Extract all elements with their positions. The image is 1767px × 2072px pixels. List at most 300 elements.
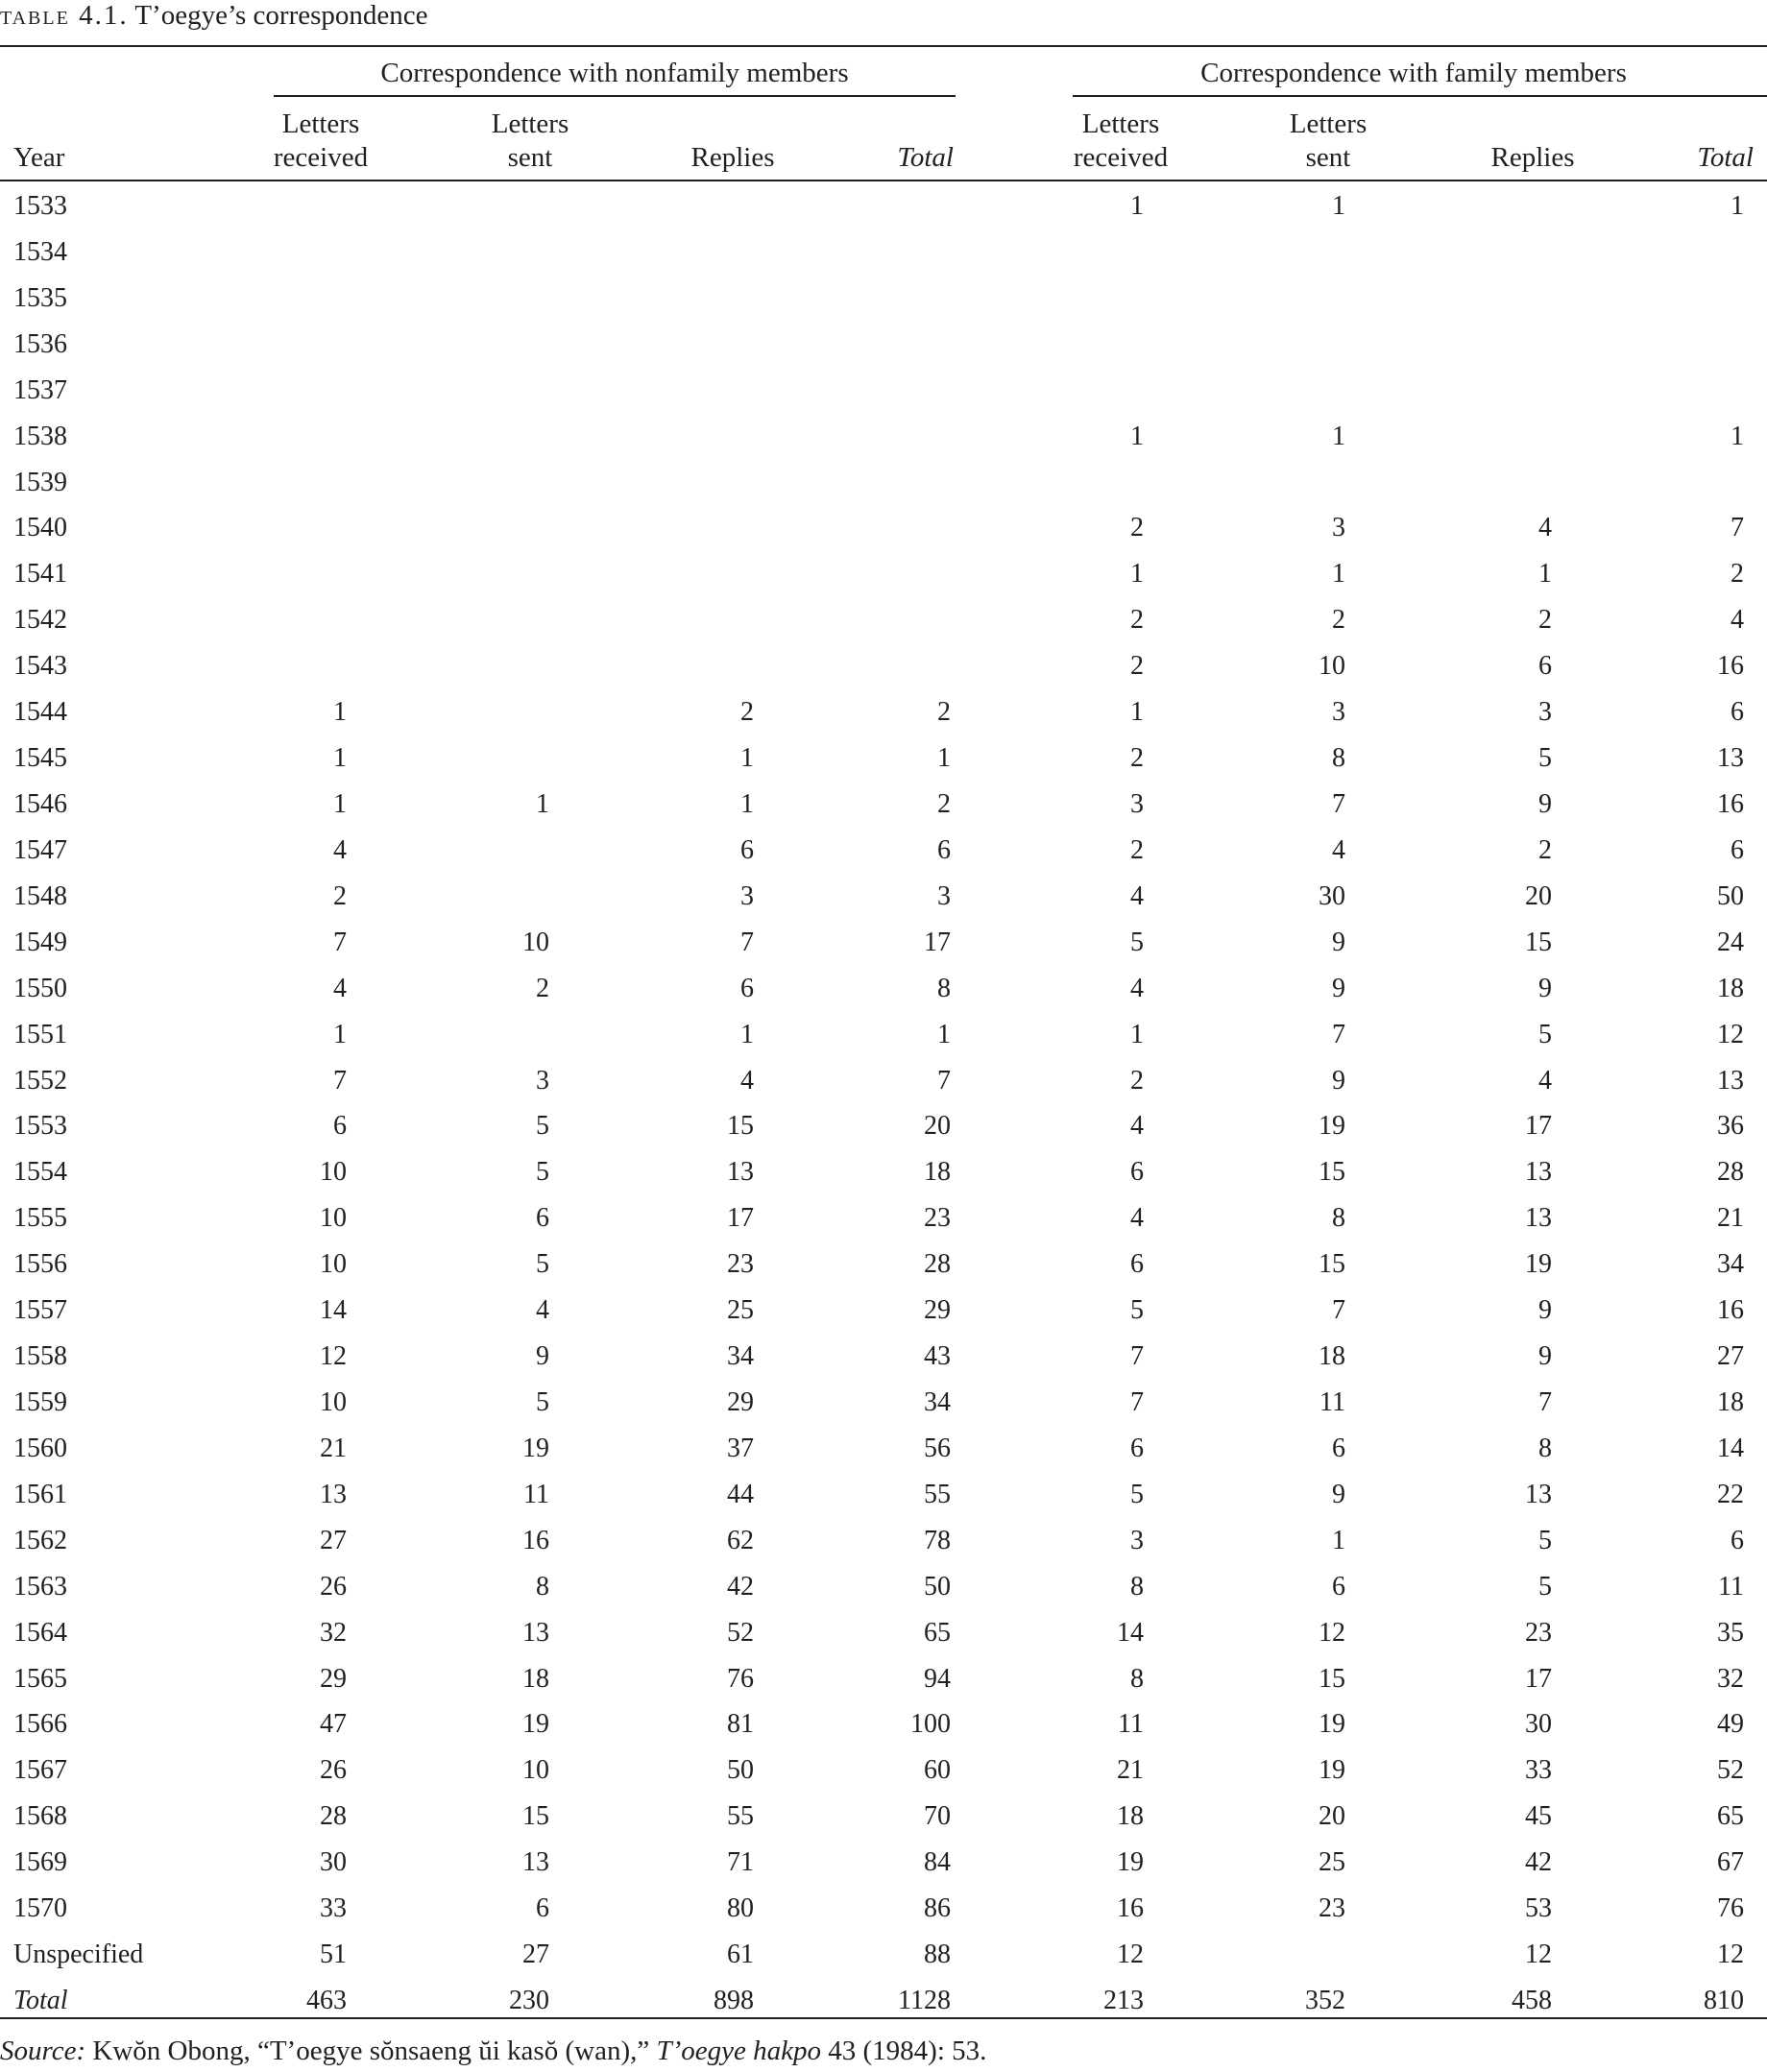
value-cell: 10: [320, 1203, 347, 1234]
table-row: [0, 461, 1767, 507]
value-cell: 25: [727, 1295, 754, 1326]
value-cell: 4: [1130, 1111, 1144, 1142]
value-cell: 28: [924, 1249, 951, 1280]
value-cell: 15: [1525, 927, 1552, 957]
value-cell: 5: [536, 1111, 549, 1142]
family-group-rule: [1073, 95, 1767, 97]
year-cell: 1548: [13, 880, 67, 911]
year-cell: 1539: [13, 467, 67, 497]
value-cell: 19: [1525, 1249, 1552, 1280]
value-cell: 22: [1717, 1479, 1744, 1509]
table-row: [0, 829, 1767, 875]
value-cell: 80: [727, 1893, 754, 1924]
value-cell: 70: [924, 1801, 951, 1832]
value-cell: 6: [740, 973, 754, 1003]
value-cell: 2: [333, 880, 347, 911]
year-cell: 1546: [13, 788, 67, 819]
value-cell: 458: [1512, 1985, 1552, 2015]
value-cell: 2: [1538, 834, 1552, 865]
table-row: [0, 415, 1767, 461]
value-cell: 26: [320, 1571, 347, 1602]
value-cell: 6: [1130, 1249, 1144, 1280]
value-cell: 21: [1117, 1755, 1144, 1786]
value-cell: 23: [727, 1249, 754, 1280]
value-cell: 29: [320, 1663, 347, 1694]
value-cell: 9: [1332, 1065, 1345, 1096]
value-cell: 62: [727, 1525, 754, 1555]
value-cell: 16: [522, 1525, 549, 1555]
bottom-rule: [0, 2017, 1767, 2019]
value-cell: 33: [1525, 1755, 1552, 1786]
year-cell: 1564: [13, 1617, 67, 1648]
value-cell: 19: [522, 1709, 549, 1740]
value-cell: 8: [1332, 743, 1345, 774]
value-cell: 4: [1332, 834, 1345, 865]
year-cell: 1552: [13, 1065, 67, 1096]
year-cell: 1567: [13, 1755, 67, 1786]
value-cell: 16: [1717, 651, 1744, 682]
value-cell: 19: [1117, 1847, 1144, 1878]
value-cell: 9: [536, 1341, 549, 1372]
table-row: [0, 1242, 1767, 1289]
value-cell: 26: [320, 1755, 347, 1786]
value-cell: 3: [536, 1065, 549, 1096]
value-cell: 5: [1130, 1479, 1144, 1509]
year-cell: 1550: [13, 973, 67, 1003]
value-cell: 27: [1717, 1341, 1744, 1372]
table-row: [0, 690, 1767, 736]
family-group-header: Correspondence with family members: [1200, 58, 1627, 88]
table-row: [0, 1196, 1767, 1242]
source-journal: T’oegye hakpo: [656, 2036, 822, 2066]
value-cell: 15: [1319, 1249, 1345, 1280]
nonfamily-sent-header: Letters sent: [491, 108, 569, 173]
nonfamily-group-rule: [274, 95, 956, 97]
year-cell: 1568: [13, 1801, 67, 1832]
year-cell: 1536: [13, 328, 67, 359]
value-cell: 9: [1538, 788, 1552, 819]
value-cell: 213: [1103, 1985, 1144, 2015]
value-cell: 1: [333, 697, 347, 728]
year-cell: 1534: [13, 236, 67, 267]
family-replies-header: Replies: [1490, 142, 1575, 173]
table-row: [0, 783, 1767, 829]
value-cell: 5: [1130, 1295, 1144, 1326]
value-cell: 6: [1332, 1433, 1345, 1463]
value-cell: 1: [333, 743, 347, 774]
value-cell: 84: [924, 1847, 951, 1878]
value-cell: 8: [1130, 1571, 1144, 1602]
value-cell: 17: [1525, 1111, 1552, 1142]
value-cell: 33: [320, 1893, 347, 1924]
value-cell: 15: [522, 1801, 549, 1832]
family-received-header: Letters received: [1073, 108, 1169, 173]
value-cell: 2: [1332, 605, 1345, 636]
value-cell: 13: [1525, 1203, 1552, 1234]
value-cell: 55: [924, 1479, 951, 1509]
value-cell: 7: [1731, 513, 1744, 543]
value-cell: 88: [924, 1939, 951, 1970]
value-cell: 2: [937, 697, 951, 728]
family-sent-header: Letters sent: [1289, 108, 1368, 173]
value-cell: 6: [536, 1203, 549, 1234]
table-row: [0, 184, 1767, 230]
value-cell: 8: [1332, 1203, 1345, 1234]
value-cell: 13: [1525, 1157, 1552, 1188]
value-cell: 45: [1525, 1801, 1552, 1832]
table-row: [0, 1657, 1767, 1703]
value-cell: 4: [536, 1295, 549, 1326]
value-cell: 1: [1332, 559, 1345, 590]
value-cell: 1128: [898, 1985, 951, 2015]
value-cell: 4: [1130, 1203, 1144, 1234]
value-cell: 352: [1305, 1985, 1345, 2015]
year-cell: 1551: [13, 1019, 67, 1049]
value-cell: 4: [333, 834, 347, 865]
value-cell: 7: [1332, 788, 1345, 819]
value-cell: 16: [1717, 1295, 1744, 1326]
table-row: [0, 1013, 1767, 1059]
value-cell: 6: [740, 834, 754, 865]
top-rule: [0, 45, 1767, 47]
value-cell: 4: [740, 1065, 754, 1096]
value-cell: 32: [320, 1617, 347, 1648]
value-cell: 9: [1332, 973, 1345, 1003]
value-cell: 29: [727, 1386, 754, 1417]
value-cell: 20: [1319, 1801, 1345, 1832]
table-row: [0, 598, 1767, 644]
value-cell: 8: [1130, 1663, 1144, 1694]
year-cell: 1547: [13, 834, 67, 865]
year-cell: 1542: [13, 605, 67, 636]
year-cell: 1565: [13, 1663, 67, 1694]
value-cell: 50: [727, 1755, 754, 1786]
value-cell: 18: [924, 1157, 951, 1188]
value-cell: 21: [1717, 1203, 1744, 1234]
year-cell: 1556: [13, 1249, 67, 1280]
table-row: [0, 736, 1767, 783]
value-cell: 1: [1130, 1019, 1144, 1049]
value-cell: 61: [727, 1939, 754, 1970]
value-cell: 1: [937, 1019, 951, 1049]
year-cell: 1569: [13, 1847, 67, 1878]
value-cell: 47: [320, 1709, 347, 1740]
value-cell: 10: [522, 1755, 549, 1786]
value-cell: 6: [333, 1111, 347, 1142]
nonfamily-replies-header: Replies: [690, 142, 775, 173]
value-cell: 7: [333, 927, 347, 957]
value-cell: 20: [1525, 880, 1552, 911]
value-cell: 5: [536, 1249, 549, 1280]
value-cell: 28: [1717, 1157, 1744, 1188]
value-cell: 21: [320, 1433, 347, 1463]
value-cell: 3: [740, 880, 754, 911]
value-cell: 11: [1319, 1386, 1345, 1417]
value-cell: 50: [1717, 880, 1744, 911]
table-row: [0, 552, 1767, 598]
value-cell: 32: [1717, 1663, 1744, 1694]
value-cell: 3: [1130, 788, 1144, 819]
value-cell: 34: [1717, 1249, 1744, 1280]
value-cell: 7: [1130, 1386, 1144, 1417]
value-cell: 49: [1717, 1709, 1744, 1740]
table-row: [0, 921, 1767, 967]
value-cell: 9: [1332, 927, 1345, 957]
value-cell: 6: [1731, 697, 1744, 728]
value-cell: 55: [727, 1801, 754, 1832]
value-cell: 18: [1717, 973, 1744, 1003]
year-cell: 1554: [13, 1157, 67, 1188]
value-cell: 18: [1117, 1801, 1144, 1832]
value-cell: 52: [1717, 1755, 1744, 1786]
table-row: [0, 277, 1767, 323]
value-cell: 230: [509, 1985, 549, 2015]
year-cell: 1553: [13, 1111, 67, 1142]
source-rest: 43 (1984): 53.: [821, 2036, 987, 2066]
value-cell: 17: [727, 1203, 754, 1234]
value-cell: 4: [1538, 513, 1552, 543]
value-cell: 1: [1332, 191, 1345, 221]
nonfamily-total-header: Total: [897, 142, 954, 173]
value-cell: 1: [1130, 421, 1144, 451]
value-cell: 34: [924, 1386, 951, 1417]
value-cell: 12: [1525, 1939, 1552, 1970]
value-cell: 1: [536, 788, 549, 819]
value-cell: 65: [1717, 1801, 1744, 1832]
table-row: [0, 1933, 1767, 1979]
value-cell: 16: [1717, 788, 1744, 819]
year-cell: 1559: [13, 1386, 67, 1417]
value-cell: 19: [522, 1433, 549, 1463]
value-cell: 12: [1117, 1939, 1144, 1970]
value-cell: 42: [1525, 1847, 1552, 1878]
year-cell: 1563: [13, 1571, 67, 1602]
value-cell: 78: [924, 1525, 951, 1555]
value-cell: 13: [320, 1479, 347, 1509]
table-number: table 4.1.: [0, 0, 129, 31]
table-row: [0, 644, 1767, 690]
value-cell: 2: [536, 973, 549, 1003]
value-cell: 2: [1538, 605, 1552, 636]
value-cell: 53: [1525, 1893, 1552, 1924]
value-cell: 25: [1319, 1847, 1345, 1878]
value-cell: 3: [1538, 697, 1552, 728]
value-cell: 65: [924, 1617, 951, 1648]
value-cell: 43: [924, 1341, 951, 1372]
value-cell: 50: [924, 1571, 951, 1602]
value-cell: 5: [1538, 1525, 1552, 1555]
table-row: [0, 1519, 1767, 1565]
value-cell: 1: [1130, 697, 1144, 728]
table-row: [0, 1887, 1767, 1933]
value-cell: 10: [320, 1386, 347, 1417]
value-cell: 94: [924, 1663, 951, 1694]
value-cell: 34: [727, 1341, 754, 1372]
value-cell: 67: [1717, 1847, 1744, 1878]
year-cell: 1535: [13, 282, 67, 313]
table-row: [0, 1565, 1767, 1611]
table-row: [0, 1473, 1767, 1519]
value-cell: 898: [714, 1985, 754, 2015]
year-column-header: Year: [13, 142, 65, 173]
value-cell: 13: [727, 1157, 754, 1188]
table-row: [0, 506, 1767, 552]
value-cell: 1: [1538, 559, 1552, 590]
table-row: [0, 1427, 1767, 1473]
value-cell: 463: [306, 1985, 347, 2015]
value-cell: 2: [1130, 834, 1144, 865]
value-cell: 6: [536, 1893, 549, 1924]
value-cell: 30: [1319, 880, 1345, 911]
source-author: Kwŏn Obong, “T’oegye sŏnsaeng ŭi kasŏ (wan),”: [85, 2036, 657, 2066]
value-cell: 52: [727, 1617, 754, 1648]
value-cell: 19: [1319, 1709, 1345, 1740]
value-cell: 1: [740, 1019, 754, 1049]
value-cell: 1: [937, 743, 951, 774]
value-cell: 10: [320, 1157, 347, 1188]
value-cell: 76: [1717, 1893, 1744, 1924]
table-row: [0, 1104, 1767, 1150]
value-cell: 2: [740, 697, 754, 728]
header-rule: [0, 180, 1767, 181]
value-cell: 60: [924, 1755, 951, 1786]
value-cell: 56: [924, 1433, 951, 1463]
value-cell: 2: [1130, 1065, 1144, 1096]
family-total-header: Total: [1697, 142, 1754, 173]
value-cell: 1: [1731, 421, 1744, 451]
value-cell: 6: [1130, 1157, 1144, 1188]
value-cell: 8: [536, 1571, 549, 1602]
value-cell: 11: [1718, 1571, 1744, 1602]
value-cell: 7: [1538, 1386, 1552, 1417]
value-cell: 7: [740, 927, 754, 957]
value-cell: 2: [1130, 513, 1144, 543]
value-cell: 27: [522, 1939, 549, 1970]
value-cell: 5: [1538, 743, 1552, 774]
year-cell: 1541: [13, 559, 67, 590]
value-cell: 42: [727, 1571, 754, 1602]
year-cell: 1545: [13, 743, 67, 774]
value-cell: 3: [1332, 513, 1345, 543]
value-cell: 23: [1319, 1893, 1345, 1924]
value-cell: 15: [1319, 1663, 1345, 1694]
value-cell: 10: [522, 927, 549, 957]
value-cell: 7: [1332, 1295, 1345, 1326]
table-title: T’oegye’s correspondence: [134, 0, 428, 31]
value-cell: 76: [727, 1663, 754, 1694]
value-cell: 2: [1731, 559, 1744, 590]
source-footnote: [0, 2034, 986, 2068]
value-cell: 4: [1130, 880, 1144, 911]
value-cell: 19: [1319, 1755, 1345, 1786]
value-cell: 28: [320, 1801, 347, 1832]
value-cell: 13: [522, 1847, 549, 1878]
value-cell: 3: [1332, 697, 1345, 728]
value-cell: 7: [937, 1065, 951, 1096]
year-cell: Unspecified: [13, 1939, 144, 1970]
value-cell: 14: [320, 1295, 347, 1326]
value-cell: 810: [1704, 1985, 1744, 2015]
nonfamily-received-header: Letters received: [273, 108, 369, 173]
value-cell: 71: [727, 1847, 754, 1878]
value-cell: 17: [1525, 1663, 1552, 1694]
value-cell: 7: [333, 1065, 347, 1096]
value-cell: 20: [924, 1111, 951, 1142]
value-cell: 19: [1319, 1111, 1345, 1142]
table-body: [0, 184, 1767, 2025]
table-row: [0, 1795, 1767, 1841]
value-cell: 7: [1130, 1341, 1144, 1372]
value-cell: 1: [1332, 421, 1345, 451]
value-cell: 18: [1319, 1341, 1345, 1372]
value-cell: 1: [1130, 191, 1144, 221]
value-cell: 2: [937, 788, 951, 819]
table-row: [0, 323, 1767, 369]
value-cell: 13: [1525, 1479, 1552, 1509]
table-row: [0, 1289, 1767, 1335]
table-row: [0, 1611, 1767, 1657]
value-cell: 51: [320, 1939, 347, 1970]
value-cell: 81: [727, 1709, 754, 1740]
value-cell: 36: [1717, 1111, 1744, 1142]
value-cell: 3: [937, 880, 951, 911]
value-cell: 10: [320, 1249, 347, 1280]
year-cell: 1540: [13, 513, 67, 543]
year-cell: 1558: [13, 1341, 67, 1372]
value-cell: 1: [333, 1019, 347, 1049]
value-cell: 1: [1130, 559, 1144, 590]
value-cell: 1: [333, 788, 347, 819]
value-cell: 14: [1717, 1433, 1744, 1463]
value-cell: 11: [523, 1479, 549, 1509]
value-cell: 30: [1525, 1709, 1552, 1740]
value-cell: 13: [522, 1617, 549, 1648]
value-cell: 6: [937, 834, 951, 865]
nonfamily-group-header: Correspondence with nonfamily members: [380, 58, 849, 88]
value-cell: 9: [1538, 973, 1552, 1003]
year-cell: 1537: [13, 374, 67, 405]
value-cell: 16: [1117, 1893, 1144, 1924]
value-cell: 3: [1130, 1525, 1144, 1555]
value-cell: 29: [924, 1295, 951, 1326]
value-cell: 5: [536, 1386, 549, 1417]
value-cell: 12: [320, 1341, 347, 1372]
value-cell: 30: [320, 1847, 347, 1878]
value-cell: 6: [1538, 651, 1552, 682]
value-cell: 2: [1130, 605, 1144, 636]
value-cell: 24: [1717, 927, 1744, 957]
value-cell: 5: [536, 1157, 549, 1188]
value-cell: 6: [1130, 1433, 1144, 1463]
value-cell: 13: [1717, 1065, 1744, 1096]
value-cell: 14: [1117, 1617, 1144, 1648]
table-row: [0, 230, 1767, 277]
year-cell: 1549: [13, 927, 67, 957]
value-cell: 5: [1538, 1571, 1552, 1602]
value-cell: 1: [1731, 191, 1744, 221]
table-row: [0, 1841, 1767, 1887]
table-row: [0, 1150, 1767, 1196]
value-cell: 9: [1332, 1479, 1345, 1509]
value-cell: 5: [1538, 1019, 1552, 1049]
year-cell: 1566: [13, 1709, 67, 1740]
value-cell: 37: [727, 1433, 754, 1463]
value-cell: 12: [1717, 1939, 1744, 1970]
table-row: [0, 1702, 1767, 1748]
value-cell: 12: [1319, 1617, 1345, 1648]
value-cell: 15: [1319, 1157, 1345, 1188]
value-cell: 17: [924, 927, 951, 957]
